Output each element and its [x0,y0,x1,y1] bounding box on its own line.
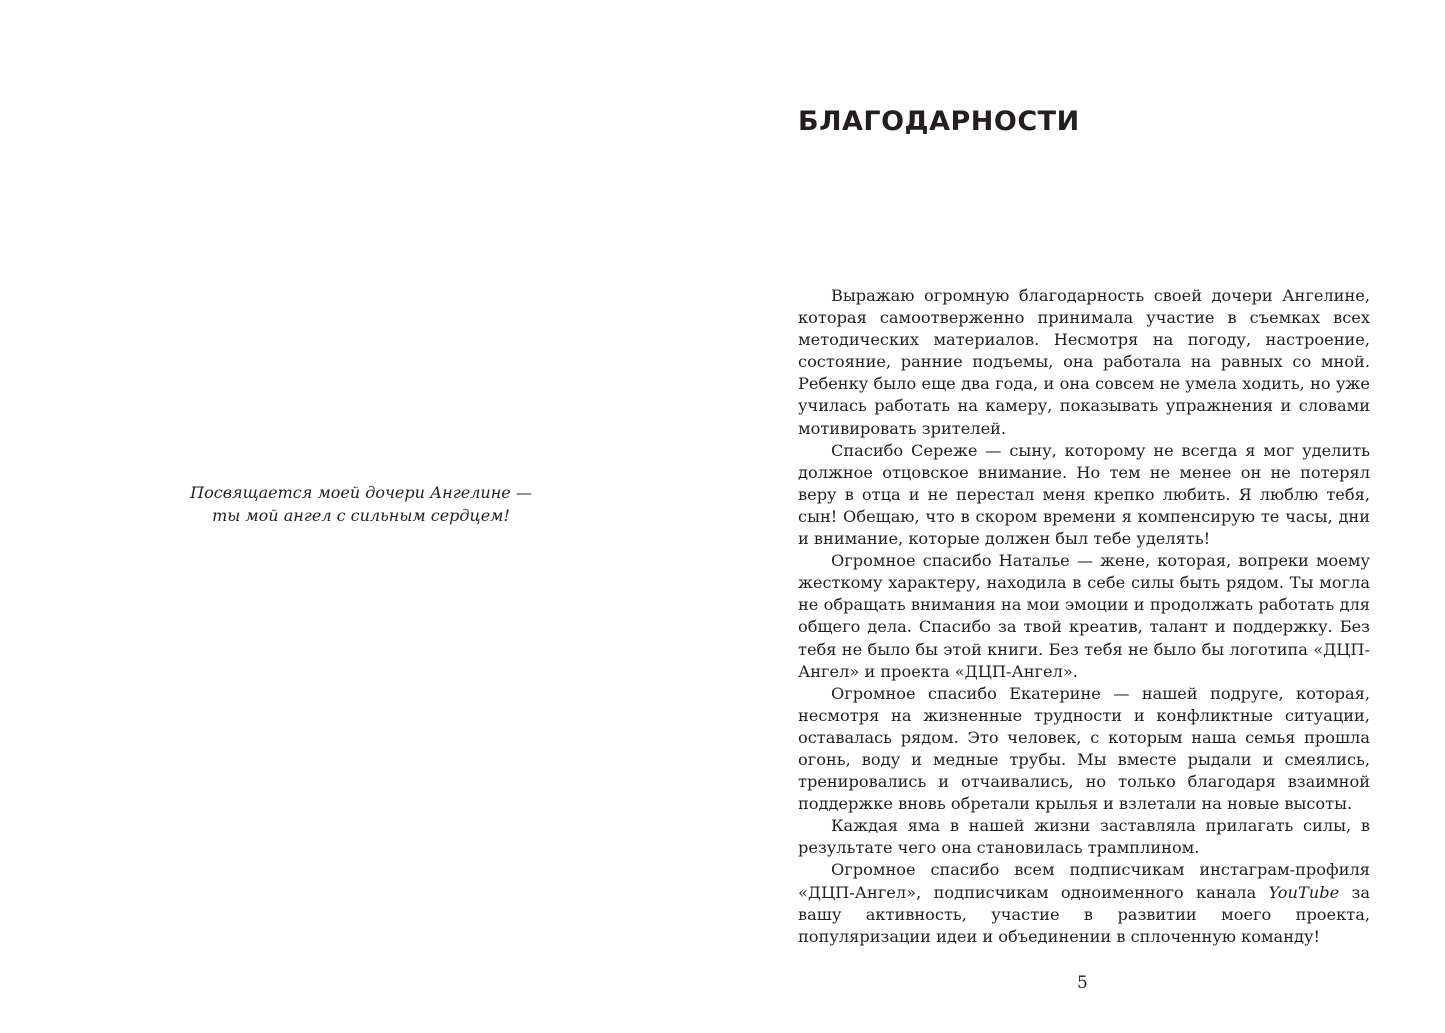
paragraph-angelina: Выражаю огромную благодарность своей дочери Ангелине, которая самоотверженно принимала участие в съемках всех методических материалов. Несмотря на погоду, настроение, состояние, ранние подъемы, она работала на равных со мной. Ребенку было еще два года, и она совсем не умела ходить, но уже училась работать на камеру, показывать упражнения и словами мотивировать зрителей. [798,286,1370,438]
paragraph-subscribers [798,859,1370,947]
dedication [160,481,562,527]
acknowledgements-body [798,285,1370,948]
youtube-label: YouTube [1268,882,1340,902]
left-page [0,0,722,1033]
paragraph-springboard: Каждая яма в нашей жизни заставляла прилагать силы, в результате чего она становилась трамплином. [798,816,1370,858]
page-title: БЛАГОДАРНОСТИ [798,106,1080,137]
paragraph-natalya: Огромное спасибо Наталье — жене, которая, вопреки моему жесткому характеру, находила в себе силы быть рядом. Ты могла не обращать внимания на мои эмоции и продолжать работать для общего дела. Спасибо за твой креатив, талант и поддержку. Без тебя не было бы этой книги. Без тебя не было бы логотипа «ДЦП-Ангел» и проекта «ДЦП-Ангел». [798,551,1370,681]
page-number: 5 [1077,973,1088,993]
subscribers-text-part-2: за вашу активность, участие в развитии моего проекта, популяризации идеи и объединении в сплоченную команду! [798,882,1370,946]
right-page [722,0,1445,1033]
paragraph-ekaterina: Огромное спасибо Екатерине — нашей подруге, которая, несмотря на жизненные трудности и конфликтные ситуации, оставалась рядом. Это человек, с которым наша семья прошла огонь, воду и медные трубы. Мы вместе рыдали и смеялись, тренировались и отчаивались, но только благодаря взаимной поддержке вновь обретали крылья и взлетали на новые высоты. [798,683,1370,814]
dedication-line-2: ты мой ангел с сильным сердцем! [212,506,510,525]
paragraph-seryozha: Спасибо Сереже — сыну, которому не всегда я мог уделить должное отцовское внимание. Но тем не менее он не потерял веру в отца и не перестал меня крепко любить. Я люблю тебя, сын! Обещаю, что в скором времени я компенсирую те часы, дни и внимание, которые должен был тебе уделять! [798,440,1370,549]
dedication-line-1: Посвящается моей дочери Ангелине — [190,483,532,502]
subscribers-text-part-1: Огромное спасибо всем подписчикам инстаграм-профиля «ДЦП-Ангел», подписчикам одноименного канала [798,860,1370,902]
